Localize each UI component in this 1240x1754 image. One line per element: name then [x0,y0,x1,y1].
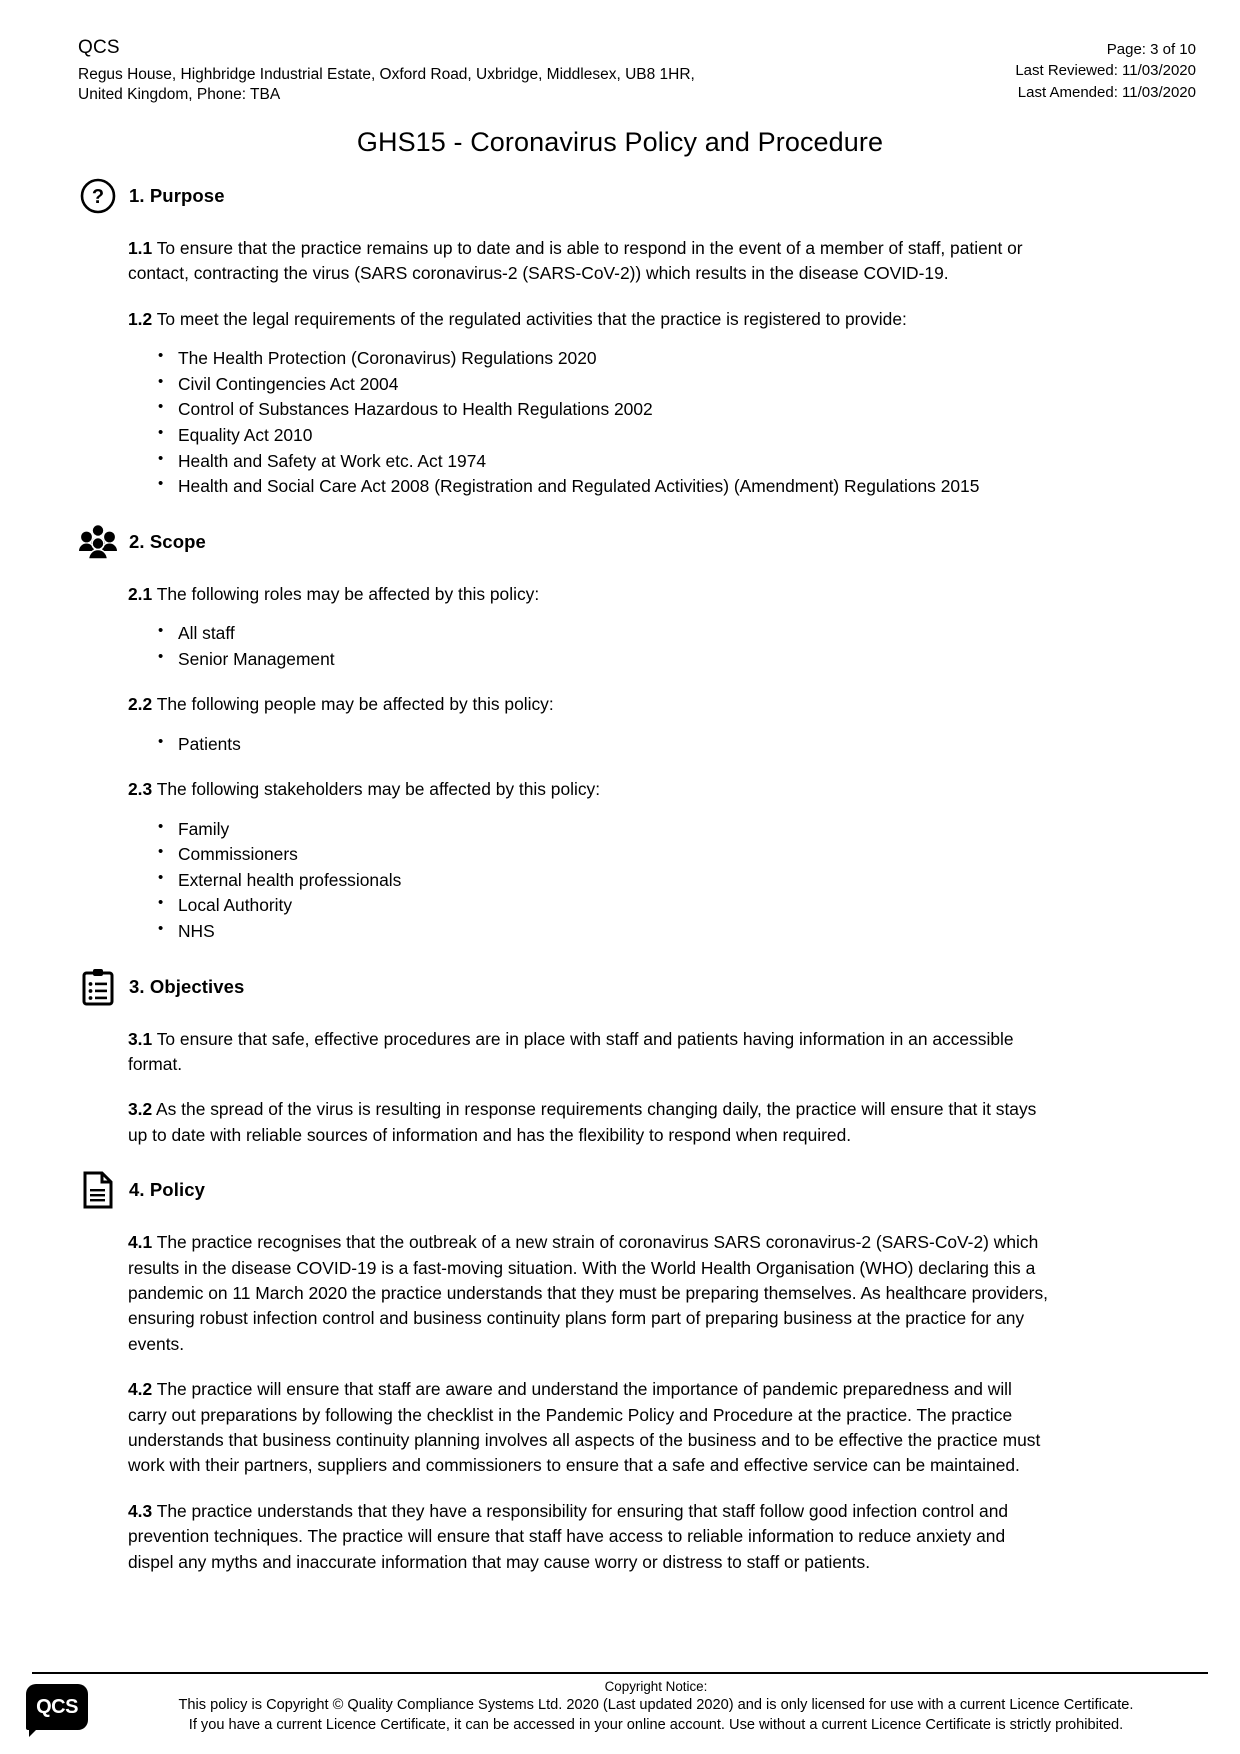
list-item: • The Health Protection (Coronavirus) Regulations 2020 [156,346,1056,372]
section-heading-objectives [78,967,1196,1007]
roles-list [156,621,1056,672]
paragraph-2-3 [128,777,1053,802]
list-item: • Local Authority [156,893,1056,919]
list-item: • NHS [156,919,1056,945]
paragraph-text: The following roles may be affected by this policy: [152,583,540,604]
qcs-logo: QCS [26,1684,88,1730]
stakeholders-list [156,817,1056,945]
clipboard-icon [78,967,118,1007]
section-title-scope: 2. Scope [129,530,206,552]
page-title: GHS15 - Coronavirus Policy and Procedure [356,126,884,157]
paragraph-1-2 [128,307,1053,332]
people-list [156,732,1056,758]
organisation-address: Regus House, Highbridge Industrial Estate, Oxford Road, Uxbridge, Middlesex, UB8 1HR, United Kingdom, Phone: TBA [78,66,695,104]
paragraph-number: 1.2 [128,308,153,329]
page-footer [0,1672,1240,1736]
paragraph-text: To meet the legal requirements of the regulated activities that the practice is registered to provide: [152,308,907,329]
paragraph-number: 4.1 [128,1232,153,1253]
page-header [0,0,1240,105]
list-item: • All staff [156,621,1056,647]
paragraph-text: The practice will ensure that staff are aware and understand the importance of pandemic preparedness and will carry out preparations by following the checklist in the Pandemic Policy and Procedure at the practice. The practice understands that business continuity planning involves all aspects of the business and to be effective the practice must work with their partners, suppliers and commissioners to ensure that a safe and effective service can be maintained. [128,1379,1041,1476]
paragraph-2-1 [128,582,1053,607]
section-heading-purpose [78,176,1196,216]
paragraph-number: 1.1 [128,237,153,258]
list-item: • Health and Social Care Act 2008 (Registration and Regulated Activities) (Amendment) Regulations 2015 [156,474,1056,500]
section-heading-policy [78,1170,1196,1210]
paragraph-text: To ensure that safe, effective procedures are in place with staff and patients having information in an accessible format. [128,1028,1014,1074]
question-mark-circle-icon [78,176,118,216]
list-item: • Equality Act 2010 [156,423,1056,449]
document-content [0,176,1240,1575]
paragraph-text: The following stakeholders may be affected by this policy: [152,779,601,800]
paragraph-number: 3.1 [128,1028,153,1049]
paragraph-1-1 [128,236,1053,287]
footer-divider [32,1672,1208,1674]
last-reviewed-label: Last Reviewed: 11/03/2020 [1015,62,1196,80]
legislation-list [156,346,1056,499]
paragraph-number: 4.3 [128,1500,153,1521]
paragraph-number: 2.1 [128,583,153,604]
organisation-name: QCS [78,37,120,58]
list-item: • Health and Safety at Work etc. Act 1974 [156,449,1056,475]
list-item: • Commissioners [156,842,1056,868]
section-title-policy: 4. Policy [129,1179,205,1201]
last-amended-label: Last Amended: 11/03/2020 [1017,83,1196,101]
paragraph-number: 2.2 [128,694,153,715]
paragraph-text: The following people may be affected by this policy: [152,694,554,715]
copyright-line-1: This policy is Copyright © Quality Compliance Systems Ltd. 2020 (Last updated 2020) and is only licensed for use with a current Licence Certificate. [178,1697,1134,1714]
paragraph-4-3 [128,1499,1053,1575]
footer-body [26,1678,1214,1736]
paragraph-text: The practice understands that they have a responsibility for ensuring that staff follow good infection control and prevention techniques. The practice will ensure that staff have access to reliable information to reduce anxiety and dispel any myths and inaccurate information that may cause worry or distress to staff or patients. [128,1500,1009,1572]
svg-text:?: ? [91,185,105,208]
paragraph-2-2 [128,692,1053,717]
paragraph-3-2 [128,1097,1053,1148]
paragraph-number: 2.3 [128,779,153,800]
paragraph-3-1 [128,1027,1053,1078]
header-organisation-block [78,36,698,105]
list-item: • Patients [156,732,1056,758]
paragraph-4-1 [128,1230,1053,1357]
copyright-notice [98,1678,1214,1736]
list-item: • External health professionals [156,868,1056,894]
paragraph-text: The practice recognises that the outbreak of a new strain of coronavirus SARS coronavirus-2 (SARS-CoV-2) which results in the disease COVID-19 is a fast-moving situation. With the World Health Organisation (WHO) declaring this a pandemic on 11 March 2020 the practice understands that they must be preparing themselves. As healthcare providers, ensuring robust infection control and business continuity plans form part of preparing business at the practice for any events. [128,1232,1048,1354]
list-item: • Family [156,817,1056,843]
copyright-line-2: If you have a current Licence Certificate, it can be accessed in your online account. Use without a current Licence Certificate is strictly prohibited. [188,1717,1124,1734]
list-item: • Senior Management [156,647,1056,673]
section-title-purpose: 1. Purpose [129,184,225,206]
section-title-objectives: 3. Objectives [129,975,245,997]
header-meta-block [1015,36,1196,103]
paragraph-4-2 [128,1377,1053,1479]
list-item: • Control of Substances Hazardous to Health Regulations 2002 [156,397,1056,423]
section-heading-scope [78,522,1196,562]
paragraph-number: 4.2 [128,1379,153,1400]
people-group-icon [78,522,118,562]
paragraph-text: To ensure that the practice remains up to date and is able to respond in the event of a member of staff, patient or contact, contracting the virus (SARS coronavirus-2 (SARS-CoV-2)) which results in the disease COVID-19. [128,237,1023,284]
paragraph-number: 3.2 [128,1099,153,1120]
page-number-label: Page: 3 of 10 [1106,41,1196,58]
list-item: • Civil Contingencies Act 2004 [156,372,1056,398]
document-page-icon [78,1170,118,1210]
copyright-title: Copyright Notice: [604,1679,708,1695]
paragraph-text: As the spread of the virus is resulting in response requirements changing daily, the practice will ensure that it stays up to date with reliable sources of information and has the flexibility to respond when required. [128,1099,1037,1145]
